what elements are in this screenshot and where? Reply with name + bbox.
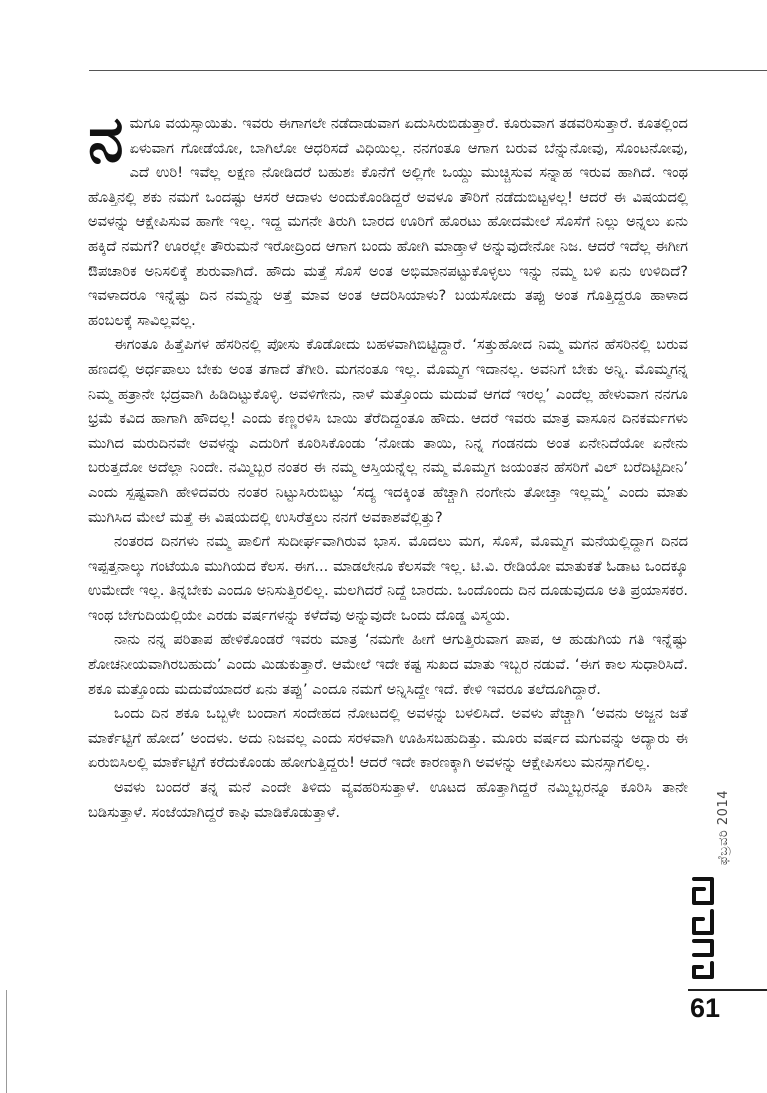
article-paragraph-4: ನಾನು ನನ್ನ ಪರಿತಾಪ ಹೇಳಿಕೊಂಡರೆ ಇವರು ಮಾತ್ರ ‘ನಮಗೇ ಹೀಗೆ ಆಗುತ್ತಿರುವಾಗ ಪಾಪ, ಆ ಹುಡುಗಿಯ ಗತಿ ಇನ್ನೆಷ್ಟು ಶೋಚನೀಯವಾಗಿರಬಹುದು’ ಎಂದು ಮಿಡುಕುತ್ತಾರೆ. ಆಮೇಲೆ ಇದೇ ಕಷ್ಟ ಸುಖದ ಮಾತು ಇಬ್ಬರ ನಡುವೆ. ‘ಈಗ ಕಾಲ ಸುಧಾರಿಸಿದೆ. ಶಕೂ ಮತ್ತೊಂದು ಮದುವೆಯಾದರೆ ಏನು ತಪ್ಪು’ ಎಂದೂ ನಮಗೆ ಅನ್ನಿಸಿದ್ದೇ ಇದೆ. ಕೇಳಿ ಇವರೂ ತಲೆದೂಗಿದ್ದಾರೆ. — [88, 631, 688, 698]
article-paragraph-3: ನಂತರದ ದಿನಗಳು ನಮ್ಮ ಪಾಲಿಗೆ ಸುದೀರ್ಘವಾಗಿರುವ ಭಾಸ. ಮೊದಲು ಮಗ, ಸೊಸೆ, ಮೊಮ್ಮಗ ಮನೆಯಲ್ಲಿದ್ದಾಗ ದಿನದ ಇಪ್ಪತ್ತನಾಲ್ಕು ಗಂಟೆಯೂ ಮುಗಿಯದ ಕೆಲಸ. ಈಗ... ಮಾಡಲೇನೂ ಕೆಲಸವೇ ಇಲ್ಲ. ಟಿ.ವಿ. ರೇಡಿಯೋ ಮಾತುಕತೆ ಓಡಾಟ ಒಂದಕ್ಕೂ ಉಮೇದೇ ಇಲ್ಲ. ತಿನ್ನಬೇಕು ಎಂದೂ ಅನಿಸುತ್ತಿರಲಿಲ್ಲ. ಮಲಗಿದರೆ ನಿದ್ದೆ ಬಾರದು. ಒಂದೊಂದು ದಿನ ದೂಡುವುದೂ ಅತಿ ಪ್ರಯಾಸಕರ. ಇಂಥ ಬೇಗುದಿಯಲ್ಲಿಯೇ ಎರಡು ವರ್ಷಗಳನ್ನು ಕಳೆದೆವು ಅನ್ನುವುದೇ ಒಂದು ದೊಡ್ಡ ವಿಸ್ಮಯ. — [88, 533, 688, 624]
drop-cap: ನ — [88, 103, 124, 177]
page-number-rule — [688, 989, 767, 991]
article-paragraph-2: ಈಗಂತೂ ಹಿತ್ತೆಪಿಗಳ ಹೆಸರಿನಲ್ಲಿ ಪೋಸು ಕೊಡೋದು ಬಹಳವಾಗಿಬಿಟ್ಟಿದ್ದಾರೆ. ‘ಸತ್ತುಹೋದ ನಿಮ್ಮ ಮಗನ ಹೆಸರಿನಲ್ಲಿ ಬರುವ ಹಣದಲ್ಲಿ ಅರ್ಧಪಾಲು ಬೇಕು ಅಂತ ತಗಾದೆ ತೆಗೀರಿ. ಮಗನಂತೂ ಇಲ್ಲ. ಮೊಮ್ಮಗ ಇದಾನಲ್ಲ. ಅವನಿಗೆ ಬೇಕು ಅನ್ನಿ. ಮೊಮ್ಮಗನ್ನ ನಿಮ್ಮ ಹತ್ರಾನೇ ಭದ್ರವಾಗಿ ಹಿಡಿದಿಟ್ಟುಕೊಳ್ಳಿ. ಅವಳಿಗೇನು, ನಾಳೆ ಮತ್ತೊಂದು ಮದುವೆ ಆಗದೆ ಇರಲ್ಲ’ ಎಂದೆಲ್ಲ ಹೇಳುವಾಗ ನನಗೂ ಭ್ರಮೆ ಕವಿದ ಹಾಗಾಗಿ ಹೌದಲ್ಲ! ಎಂದು ಕಣ್ಣರಳಿಸಿ ಬಾಯಿ ತೆರೆದಿದ್ದಂತೂ ಹೌದು. ಆದರೆ ಇವರು ಮಾತ್ರ ವಾಸೂನ ದಿನಕರ್ಮಗಳು ಮುಗಿದ ಮರುದಿನವೇ ಅವಳನ್ನು ಎದುರಿಗೆ ಕೂರಿಸಿಕೊಂಡು ‘ನೋಡು ತಾಯಿ, ನಿನ್ನ ಗಂಡನದು ಅಂತ ಏನೇನಿದೆಯೋ ಏನೇನು ಬರುತ್ತದೋ ಅದೆಲ್ಲಾ ನಿಂದೇ. ನಮ್ಮಿಬ್ಬರ ನಂತರ ಈ ನಮ್ಮ ಆಸ್ತಿಯನ್ನೆಲ್ಲ ನಮ್ಮ ಮೊಮ್ಮಗ ಜಯಂತನ ಹೆಸರಿಗೆ ವಿಲ್ ಬರೆದಿಟ್ಟಿದೀನಿ’ ಎಂದು ಸ್ಪಷ್ಟವಾಗಿ ಹೇಳಿದವರು ನಂತರ ನಿಟ್ಟುಸಿರುಬಿಟ್ಟು ‘ಸದ್ಯ ಇದಕ್ಕಿಂತ ಹೆಚ್ಚಾಗಿ ನಂಗೇನು ತೋಚ್ತಾ ಇಲ್ಲಮ್ಮ’ ಎಂದು ಮಾತು ಮುಗಿಸಿದ ಮೇಲೆ ಮತ್ತೆ ಈ ವಿಷಯದಲ್ಲಿ ಉಸಿರೆತ್ತಲು ನನಗೆ ಅವಕಾಶವೆಲ್ಲಿತ್ತು? — [88, 336, 688, 526]
page-sidebar — [688, 780, 767, 1093]
article-paragraph-1 — [88, 103, 688, 333]
page-number: 61 — [690, 993, 721, 1023]
header-rule — [89, 70, 767, 71]
magazine-logo — [688, 875, 718, 981]
page-edge-rule — [6, 990, 7, 1093]
paragraph-text: ಮಗೂ ವಯಸ್ಸಾಯಿತು. ಇವರು ಈಗಾಗಲೇ ನಡೆದಾಡುವಾಗ ಏದುಸಿರುಬಿಡುತ್ತಾರೆ. ಕೂರುವಾಗ ತಡವರಿಸುತ್ತಾರೆ. ಕೂತಲ್ಲಿಂದ ಏಳುವಾಗ ಗೋಡೆಯೋ, ಬಾಗಿಲೋ ಆಧರಿಸದೆ ವಿಧಿಯಿಲ್ಲ. ನನಗಂತೂ ಆಗಾಗ ಬರುವ ಬೆನ್ನುನೋವು, ಸೊಂಟನೋವು, ಎದೆ ಉರಿ! ಇವೆಲ್ಲ ಲಕ್ಷಣ ನೋಡಿದರೆ ಬಹುಶಃ ಕೊನೆಗೆ ಅಲ್ಲಿಗೇ ಒಯ್ದು ಮುಚ್ಚಿಸುವ ಸನ್ನಾಹ ಇರುವ ಹಾಗಿದೆ. ಇಂಥ ಹೊತ್ತಿನಲ್ಲಿ ಶಕು ನಮಗೆ ಒಂದಷ್ಟು ಆಸರೆ ಆದಾಳು ಅಂದುಕೊಂಡಿದ್ದರೆ ಅವಳೂ ತೌರಿಗೆ ನಡೆದುಬಿಟ್ಟಳಲ್ಲ! ಆದರೆ ಈ ವಿಷಯದಲ್ಲಿ ಅವಳನ್ನು ಆಕ್ಷೇಪಿಸುವ ಹಾಗೇ ಇಲ್ಲ. ಇದ್ದ ಮಗನೇ ತಿರುಗಿ ಬಾರದ ಊರಿಗೆ ಹೊರಟು ಹೋದಮೇಲೆ ಸೊಸೆಗೆ ನಿಲ್ಲು ಅನ್ನಲು ಏನು ಹಕ್ಕಿದೆ ನಮಗೆ? ಊರಲ್ಲೇ ತೌರುಮನೆ ಇರೋದ್ರಿಂದ ಆಗಾಗ ಬಂದು ಹೋಗಿ ಮಾಡ್ತಾಳೆ ಅನ್ನುವುದೇನೋ ನಿಜ. ಆದರೆ ಇದೆಲ್ಲ ಈಗೀಗ ಔಪಚಾರಿಕ ಅನಿಸಲಿಕ್ಕೆ ಶುರುವಾಗಿದೆ. ಹೌದು ಮತ್ತೆ ಸೊಸೆ ಅಂತ ಅಭಿಮಾನಪಟ್ಟುಕೊಳ್ಳಲು ಇನ್ನು ನಮ್ಮ ಬಳಿ ಏನು ಉಳಿದಿದೆ? ಇವಳಾದರೂ ಇನ್ನೆಷ್ಟು ದಿನ ನಮ್ಮನ್ನು ಅತ್ತೆ ಮಾವ ಅಂತ ಆದರಿಸಿಯಾಳು? ಬಯಸೋದು ತಪ್ಪು ಅಂತ ಗೊತ್ತಿದ್ದರೂ ಹಾಳಾದ ಹಂಬಲಕ್ಕೆ ಸಾವಿಲ್ಲವಲ್ಲ. — [88, 115, 688, 329]
issue-date: ಫೆಬ್ರವರಿ 2014 — [716, 790, 731, 866]
article-paragraph-6: ಅವಳು ಬಂದರೆ ತನ್ನ ಮನೆ ಎಂದೇ ತಿಳಿದು ವ್ಯವಹರಿಸುತ್ತಾಳೆ. ಊಟದ ಹೊತ್ತಾಗಿದ್ದರೆ ನಮ್ಮಿಬ್ಬರನ್ನೂ ಕೂರಿಸಿ ತಾನೇ ಬಡಿಸುತ್ತಾಳೆ. ಸಂಜೆಯಾಗಿದ್ದರೆ ಕಾಫಿ ಮಾಡಿಕೊಡುತ್ತಾಳೆ. — [88, 779, 688, 821]
article-body — [88, 103, 688, 825]
article-paragraph-5: ಒಂದು ದಿನ ಶಕೂ ಒಬ್ಬಳೇ ಬಂದಾಗ ಸಂದೇಹದ ನೋಟದಲ್ಲಿ ಅವಳನ್ನು ಬಳಲಿಸಿದೆ. ಅವಳು ಪೆಚ್ಚಾಗಿ ‘ಅವನು ಅಜ್ಜನ ಜತೆ ಮಾರ್ಕೆಟ್ಟಿಗೆ ಹೋದ’ ಅಂದಳು. ಅದು ನಿಜವಲ್ಲ ಎಂದು ಸರಳವಾಗಿ ಊಹಿಸಬಹುದಿತ್ತು. ಮೂರು ವರ್ಷದ ಮಗುವನ್ನು ಅದ್ಯಾರು ಈ ಏರುಬಿಸಿಲಲ್ಲಿ ಮಾರ್ಕೆಟ್ಟಿಗೆ ಕರೆದುಕೊಂಡು ಹೋಗುತ್ತಿದ್ದರು! ಆದರೆ ಇದೇ ಕಾರಣಕ್ಕಾಗಿ ಅವಳನ್ನು ಆಕ್ಷೇಪಿಸಲು ಮನಸ್ಸಾಗಲಿಲ್ಲ. — [88, 705, 688, 772]
